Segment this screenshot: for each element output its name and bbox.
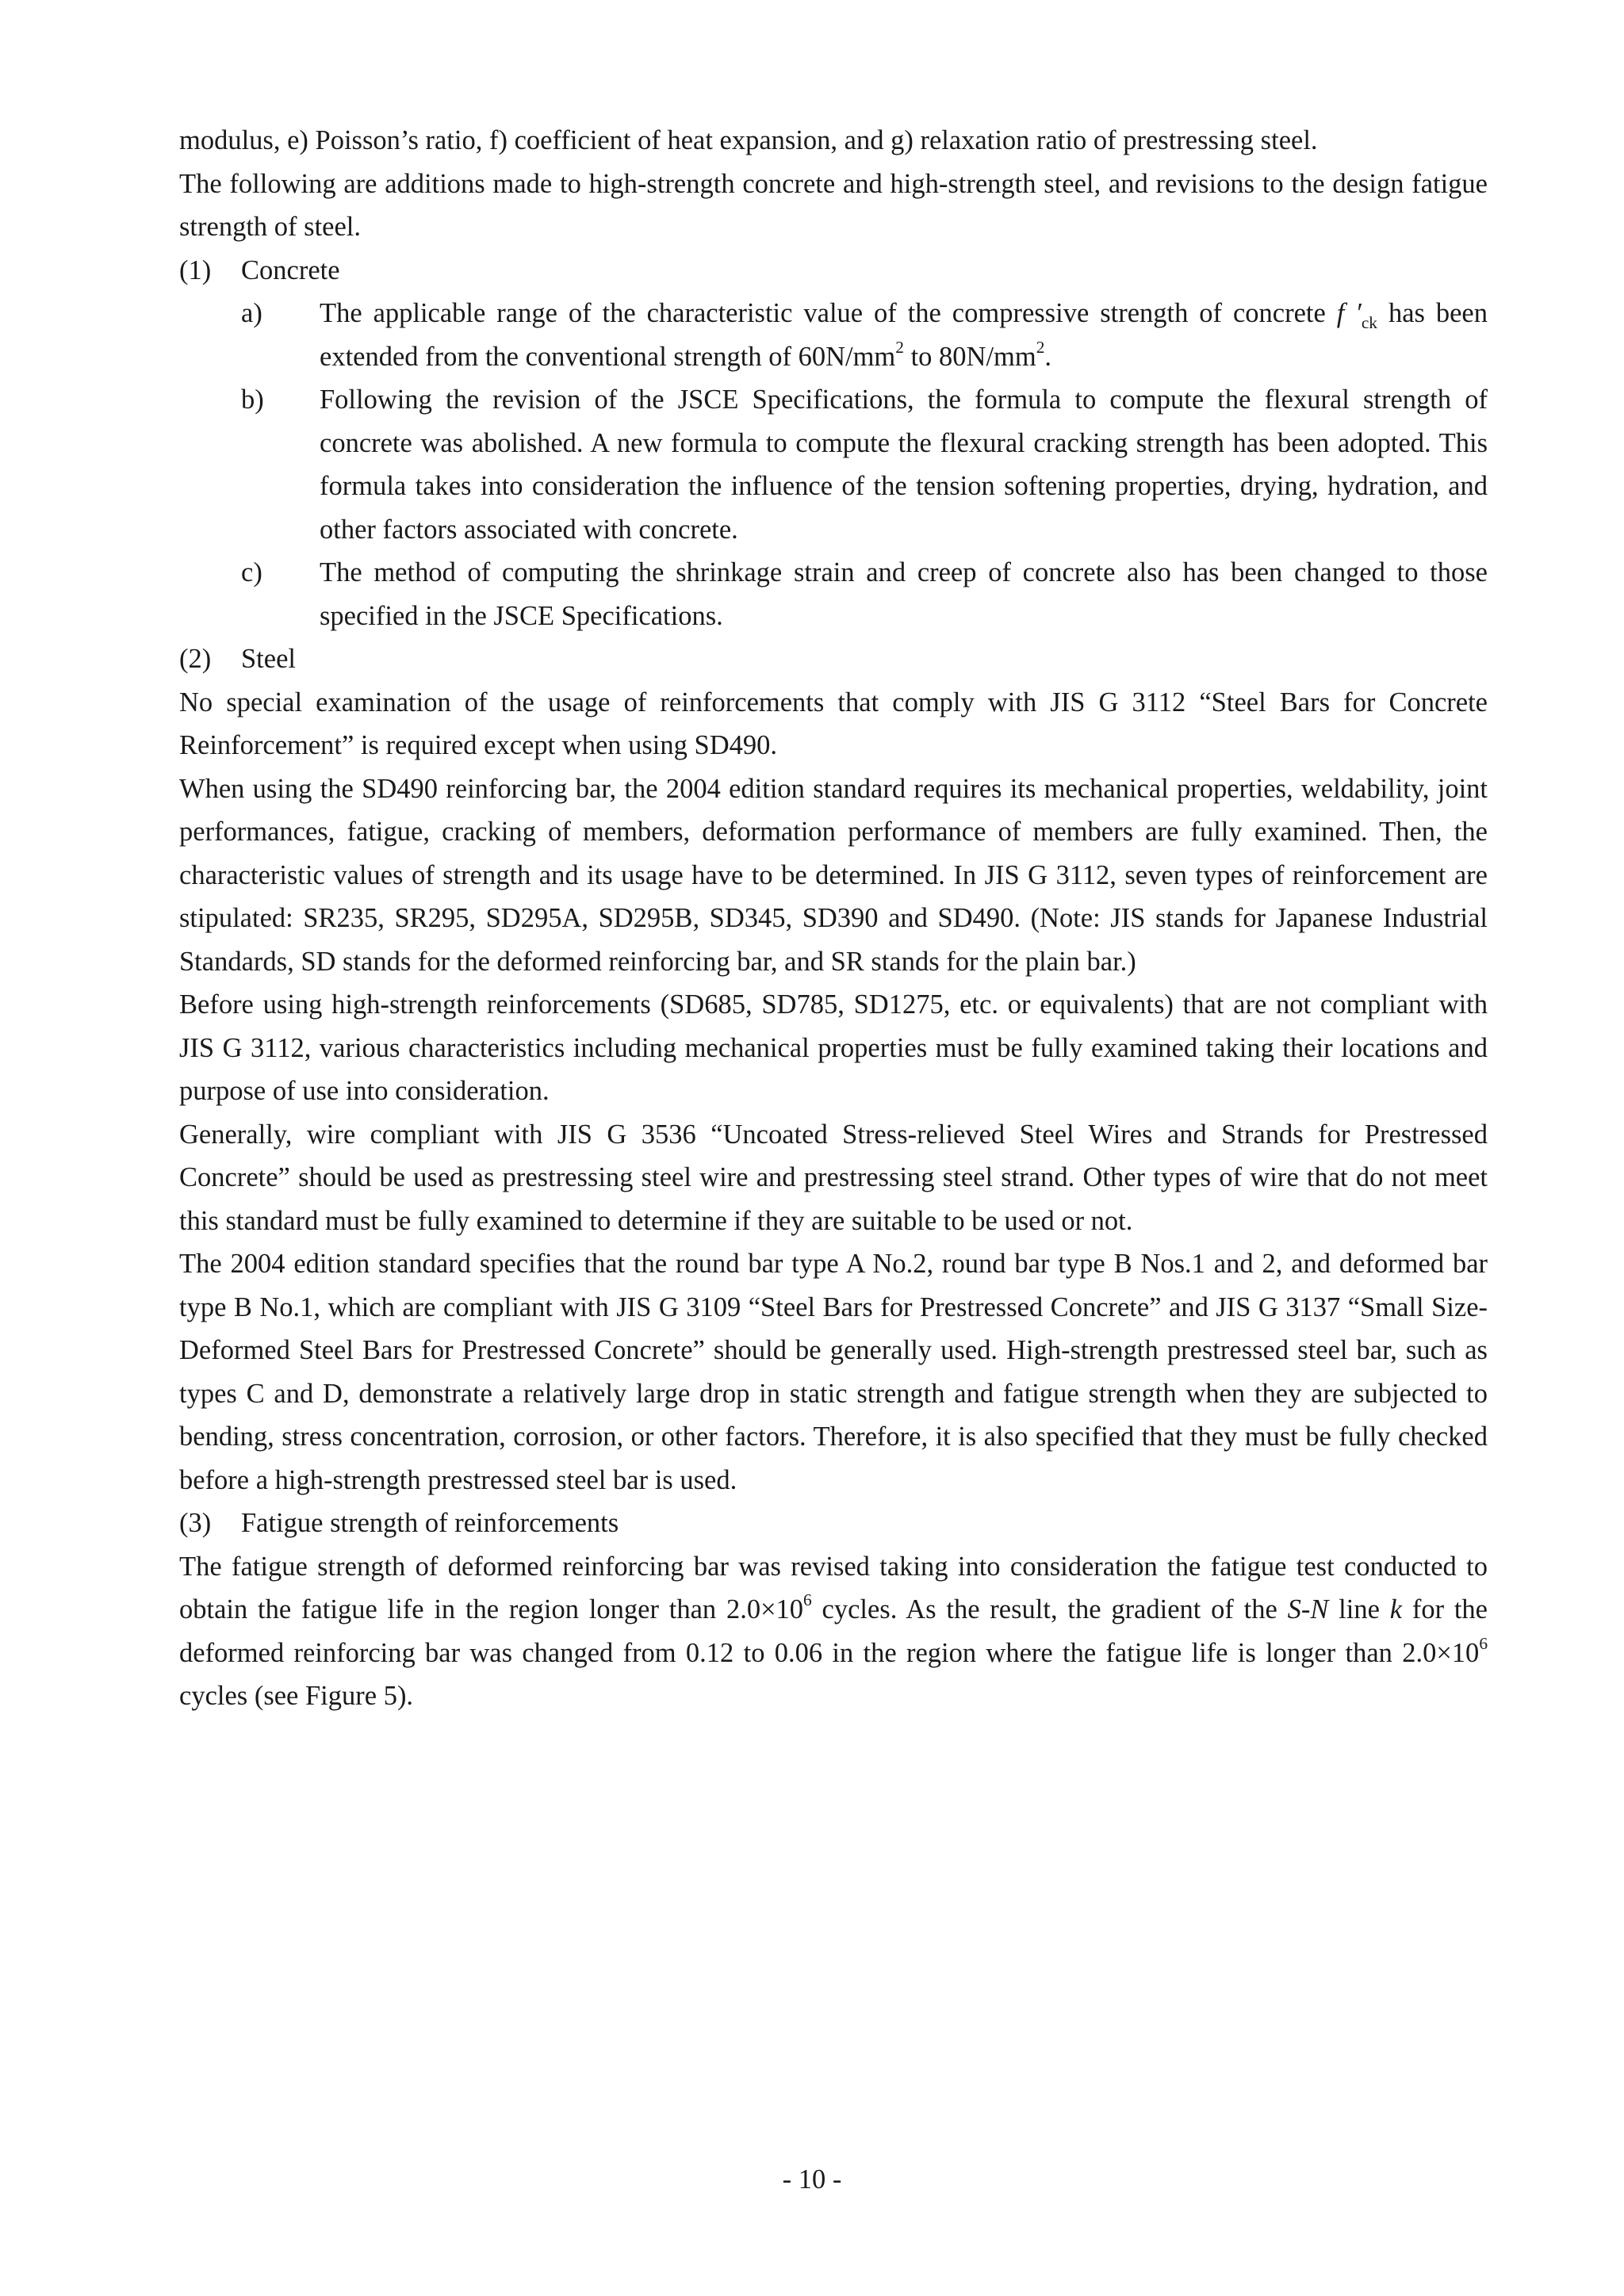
steel-paragraph-1: No special examination of the usage of reinforcements that comply with JIS G 3112 “Steel Bars for Concrete Reinforcement” is required except when using SD490. [179,687,1488,760]
section-number: (3) [179,1508,212,1538]
additions-paragraph: The following are additions made to high-strength concrete and high-strength steel, and revisions to the design fatigue strength of steel. [179,168,1488,242]
text-run: has been extended from the conventional strength of 60N/mm [320,298,1488,372]
document-body [179,119,1488,1718]
text-run: cycles. As the result, the gradient of the [811,1594,1288,1624]
text-run: to 80N/mm [903,341,1036,372]
list-marker: a) [241,298,262,328]
superscript: 2 [1036,337,1045,357]
section-heading-steel [179,637,1488,681]
list-item-c [241,551,1488,637]
section-number: (1) [179,254,212,285]
section-heading-concrete [179,249,1488,293]
list-item-text: Following the revision of the JSCE Specifications, the formula to compute the flexural strength of concrete was abolished. A new formula to compute the flexural cracking strength has been adopted. This formula takes into consideration the influence of the tension softening properties, drying, hydration, and other factors associated with concrete. [320,385,1488,545]
fatigue-paragraph [179,1545,1488,1718]
steel-paragraph-2: When using the SD490 reinforcing bar, the 2004 edition standard requires its mechanical properties, weldability, joint performances, fatigue, cracking of members, deformation performance of members are fully examined. Then, the characteristic values of strength and its usage have to be determined. In JIS G 3112, seven types of reinforcement are stipulated: SR235, SR295, SD295A, SD295B, SD345, SD390 and SD490. (Note: JIS stands for Japanese Industrial Standards, SD stands for the deformed reinforcing bar, and SR stands for the plain bar.) [179,773,1488,977]
text-run: The applicable range of the characteristic value of the compressive strength of concrete [320,298,1337,328]
superscript: 6 [803,1590,812,1610]
list-item-b [241,378,1488,551]
steel-paragraph-3: Before using high-strength reinforcements (SD685, SD785, SD1275, etc. or equivalents) that are not compliant with JIS G 3112, various characteristics including mechanical properties must be fully examined taking their locations and purpose of use into consideration. [179,989,1488,1106]
section-title: Fatigue strength of reinforcements [241,1508,619,1538]
text-run: cycles (see Figure 5). [179,1681,414,1711]
steel-paragraph-5: The 2004 edition standard specifies that the round bar type A No.2, round bar type B Nos.1 and 2, and deformed bar type B No.1, which are compliant with JIS G 3109 “Steel Bars for Prestressed Concrete” and JIS G 3137 “Small Size-Deformed Steel Bars for Prestressed Concrete” should be generally used. High-strength prestressed steel bar, such as types C and D, demonstrate a relatively large drop in static strength and fatigue strength when they are subjected to bending, stress concentration, corrosion, or other factors. Therefore, it is also specified that they must be fully checked before a high-strength prestressed steel bar is used. [179,1249,1488,1495]
sn-symbol: S-N [1287,1594,1329,1624]
section-title: Concrete [241,254,340,285]
list-item-text: The method of computing the shrinkage strain and creep of concrete also has been changed to those specified in the JSCE Specifications. [320,557,1488,631]
list-item-text [320,292,1488,378]
text-run: line [1328,1594,1390,1624]
text-run: . [1044,341,1052,372]
intro-paragraph: modulus, e) Poisson’s ratio, f) coefficient of heat expansion, and g) relaxation ratio of prestressing steel. [179,125,1318,155]
symbol-f-prime: f ′ [1336,298,1362,328]
page-number: - 10 - [782,2164,842,2195]
section-number: (2) [179,644,212,674]
text-run: for the deformed reinforcing bar was changed from 0.12 to 0.06 in the region where the fatigue life is longer than 2.0×10 [179,1594,1488,1668]
steel-paragraph-4: Generally, wire compliant with JIS G 3536 “Uncoated Stress-relieved Steel Wires and Strands for Prestressed Concrete” should be used as prestressing steel wire and prestressing steel strand. Other types of wire that do not meet this standard must be fully examined to determine if they are suitable to be used or not. [179,1119,1488,1236]
superscript: 6 [1479,1633,1488,1653]
list-marker: b) [241,385,264,415]
superscript: 2 [895,337,904,357]
section-title: Steel [241,644,296,674]
k-symbol: k [1389,1594,1403,1624]
section-heading-fatigue [179,1502,1488,1545]
list-item-a [241,292,1488,378]
symbol-subscript: ck [1361,312,1377,332]
list-marker: c) [241,557,262,587]
text-run: The fatigue strength of deformed reinforcing bar was revised taking into consideration the fatigue test conducted to obtain the fatigue life in the region longer than 2.0×10 [179,1551,1488,1624]
